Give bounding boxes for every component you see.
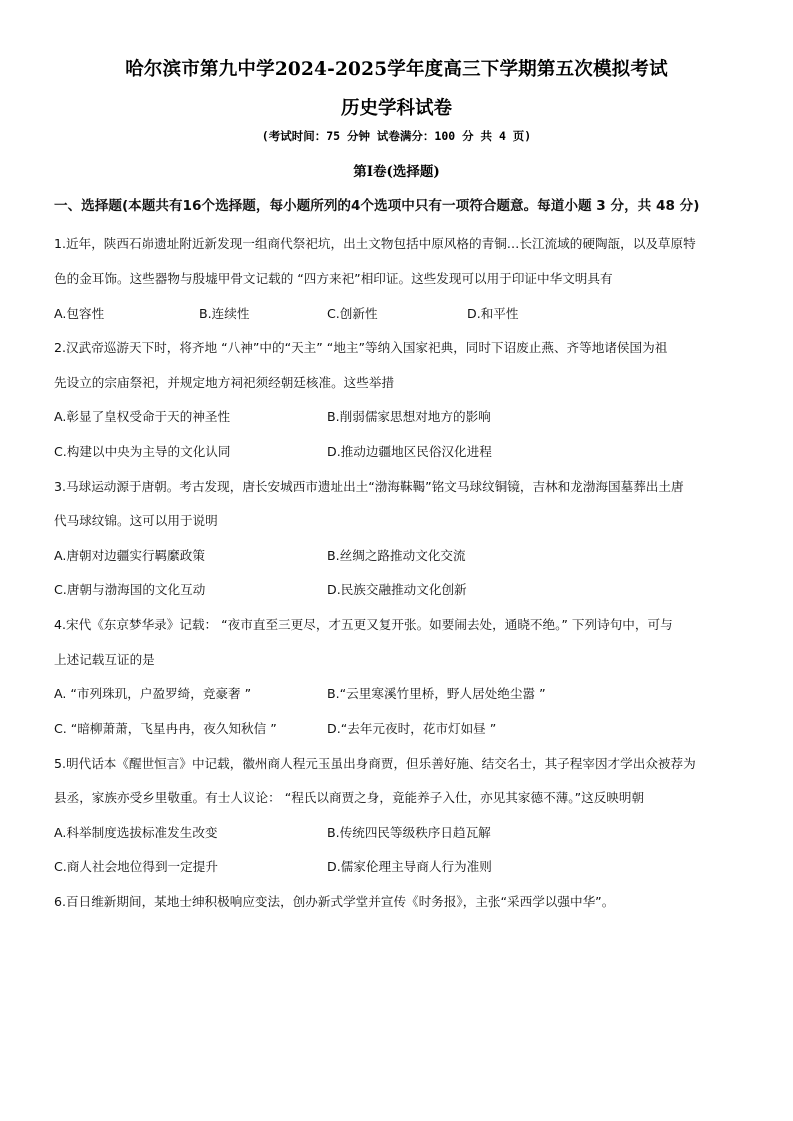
question-3-stem-line-2: 代马球纹锦。这可以用于说明 [54,513,218,528]
question-1-option-b: B.连续性 [199,306,250,321]
question-2-option-c: C.构建以中央为主导的文化认同 [54,444,231,459]
question-1-option-d: D.和平性 [467,306,519,321]
question-5-stem-line-2: 县丞，家族亦受乡里敬重。有士人议论： “程氏以商贾之身，竟能养子入仕，亦见其家德不薄。”这反映明朝 [54,790,645,805]
question-4-option-a: A. “市列珠玑，户盈罗绮，竞豪奢 ” [54,686,252,701]
question-2-stem-line-1: 2.汉武帝巡游天下时，将齐地 “八神”中的“天主” “地主”等纳入国家祀典，同时下诏废止燕、齐等地诸侯国为祖 [54,340,668,355]
question-2-option-b: B.削弱儒家思想对地方的影响 [327,409,491,424]
question-3-option-d: D.民族交融推动文化创新 [327,582,467,597]
question-4-option-c: C. “暗柳萧萧，飞星冉冉，夜久知秋信 ” [54,721,277,736]
question-5-stem-line-1: 5.明代话本《醒世恒言》中记载，徽州商人程元玉虽出身商贾，但乐善好施、结交名士，其子程宰因才学出众被荐为 [54,756,696,771]
volume-heading: 第Ⅰ卷(选择题) [353,164,440,180]
question-1-option-a: A.包容性 [54,306,105,321]
question-6-stem-line-1: 6.百日维新期间，某地士绅积极响应变法，创办新式学堂并宣传《时务报》，主张“采西学以强中华”。 [54,894,615,909]
question-3-option-c: C.唐朝与渤海国的文化互动 [54,582,206,597]
question-1-stem-line-2: 色的金耳饰。这些器物与殷墟甲骨文记载的 “四方来祀”相印证。这些发现可以用于印证中华文明具有 [54,271,613,286]
question-2-option-a: A.彰显了皇权受命于天的神圣性 [54,409,231,424]
question-5-option-a: A.科举制度选拔标准发生改变 [54,825,218,840]
question-3-option-b: B.丝绸之路推动文化交流 [327,548,466,563]
exam-title: 哈尔滨市第九中学2024-2025学年度高三下学期第五次模拟考试 [125,59,668,80]
question-1-option-c: C.创新性 [327,306,378,321]
question-2-stem-line-2: 先设立的宗庙祭祀，并规定地方祠祀须经朝廷核准。这些举措 [54,375,395,390]
exam-info: (考试时间：75 分钟 试卷满分：100 分 共 4 页) [261,129,532,143]
question-3-option-a: A.唐朝对边疆实行羁縻政策 [54,548,205,563]
question-5-option-c: C.商人社会地位得到一定提升 [54,859,218,874]
question-5-option-b: B.传统四民等级秩序日趋瓦解 [327,825,491,840]
question-2-option-d: D.推动边疆地区民俗汉化进程 [327,444,492,459]
question-1-stem-line-1: 1.近年，陕西石峁遗址附近新发现一组商代祭祀坑，出土文物包括中原风格的青铜…长江流域的硬陶瓿，以及草原特 [54,236,696,251]
question-4-option-d: D.“去年元夜时，花市灯如昼 ” [327,721,497,736]
question-4-stem-line-1: 4.宋代《东京梦华录》记载： “夜市直至三更尽，才五更又复开张。如要闹去处，通晓不绝。” 下列诗句中，可与 [54,617,673,632]
question-3-stem-line-1: 3.马球运动源于唐朝。考古发现，唐长安城西市遗址出土“渤海靺鞨”铭文马球纹铜镜，吉林和龙渤海国墓葬出土唐 [54,479,684,494]
question-5-option-d: D.儒家伦理主导商人行为准则 [327,859,492,874]
subject-title: 历史学科试卷 [340,98,452,119]
question-4-stem-line-2: 上述记载互证的是 [54,652,155,667]
section-heading: 一、选择题(本题共有16个选择题，每小题所列的4个选项中只有一项符合题意。每道小题 3 分，共 48 分) [54,198,700,214]
question-4-option-b: B.“云里寒溪竹里桥，野人居处绝尘嚣 ” [327,686,546,701]
